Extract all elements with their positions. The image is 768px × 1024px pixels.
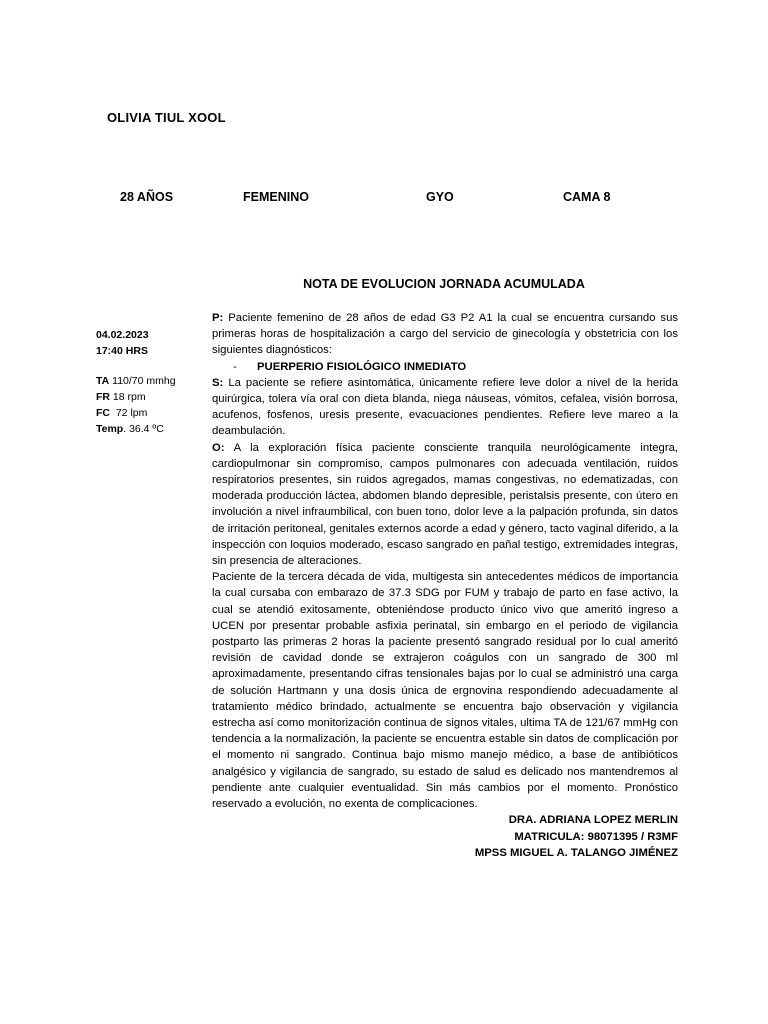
section-label: O: (212, 441, 225, 454)
vital-fr (96, 389, 206, 405)
signature-doctor: DRA. ADRIANA LOPEZ MERLIN (508, 814, 678, 827)
section-text: A la exploración física paciente consciente tranquila neurológicamente integra, cardiopulmonar sin compromiso, campos pulmonares con adecuada ventilación, ruidos respiratorios presentes, sin ruidos agregados, mamas congestivas, no edematizadas, con moderada producción láctea, abdomen blando depresible, peristalsis presente, con útero en involución a nivel infraumbilical, con buen tono, dolor leve a la palpación profunda, sin datos de irritación peritoneal, genitales externos acorde a edad y género, tacto vaginal diferido, a la inspección con loquios moderado, escaso sangrado en pañal testigo, extremidades integras, sin presencia de alteraciones. (212, 441, 679, 568)
patient-name: OLIVIA TIUL XOOL (107, 110, 226, 125)
patient-bed: CAMA 8 (563, 190, 611, 204)
patient-sex: FEMENINO (243, 190, 309, 204)
vital-label: FC (96, 407, 110, 419)
note-time: 17:40 HRS (96, 345, 148, 357)
assessment-paragraph: Paciente de la tercera década de vida, multigesta sin antecedentes médicos de importancia la cual cursaba con embarazo de 37.3 SDG por FUM y trabajo de parto en fase activo, la cual se atendió exitosamente, obteniéndose producto único vivo que ameritó ingreso a UCEN por presentar probable asfixia perinatal, sin embargo en el periodo de vigilancia postparto las primeras 2 horas la paciente presentó sangrado residual por lo cual ameritó revisión de cavidad donde se extrajeron coágulos con un sangrado de 300 ml aproximadamente, presentando cifras tensionales bajas por lo cual se administró una carga de solución Hartmann y una dosis única de ergnovina respondiendo adecuadamente al tratamiento médico brindado, actualmente se encuentra bajo observación y vigilancia estrecha así como monitorización continua de signos vitales, ultima TA de 121/67 mmHg con tendencia a la normalización, la paciente se encuentra estable sin datos de complicación por el momento ni sangrado. Continua bajo mismo manejo médico, a base de antibióticos analgésico y vigilancia de sangrado, su estado de salud es delicado nos mantendremos al pendiente ante cualquier eventualidad. Sin más cambios por el momento. Pronóstico reservado a evolución, no exenta de complicaciones. (212, 571, 678, 811)
patient-service: GYO (426, 190, 454, 204)
section-text: La paciente se refiere asintomática, únicamente refiere leve dolor a nivel de la herida quirúrgica, tolera vía oral con dieta blanda, niega náuseas, vómitos, cefalea, visión borrosa, acufenos, fosfenos, uresis presente, evacuaciones pendientes. Refiere leve mareo a la deambulación. (212, 376, 678, 438)
spacer (96, 359, 206, 373)
objective-paragraph (212, 440, 678, 570)
vital-value: . 36.4 ºC (123, 423, 164, 435)
diagnosis-text: PUERPERIO FISIOLÓGICO INMEDIATO (257, 360, 467, 373)
vital-label: FR (96, 391, 110, 403)
vital-value: 72 lpm (115, 407, 148, 419)
note-body (212, 310, 678, 861)
vital-value: 18 rpm (112, 391, 146, 403)
subjective-paragraph (212, 375, 678, 440)
vital-label: TA (96, 375, 110, 387)
vitals-sidebar (96, 327, 206, 437)
vital-fc (96, 405, 206, 421)
vital-temp (96, 421, 206, 437)
section-label: P: (212, 312, 224, 324)
patient-age: 28 AÑOS (120, 190, 174, 204)
vital-label: Temp (96, 423, 124, 435)
vital-value: 110/70 mmhg (112, 375, 176, 387)
section-label: S: (212, 376, 224, 389)
section-text: Paciente femenino de 28 años de edad G3 P2 A1 la cual se encuentra cursando sus primeras horas de hospitalización a cargo del servicio de ginecología y obstetricia con los siguientes diagnósticos: (212, 312, 679, 357)
note-date: 04.02.2023 (96, 329, 149, 341)
plan-paragraph (212, 310, 678, 359)
signature-mpss: MPSS MIGUEL A. TALANGO JIMÉNEZ (474, 846, 678, 859)
vital-ta (96, 373, 206, 389)
note-title: NOTA DE EVOLUCION JORNADA ACUMULADA (303, 277, 585, 291)
bullet-dash: - (233, 360, 237, 373)
diagnosis-item (212, 359, 678, 375)
signature-matricula: MATRICULA: 98071395 / R3MF (514, 830, 678, 843)
